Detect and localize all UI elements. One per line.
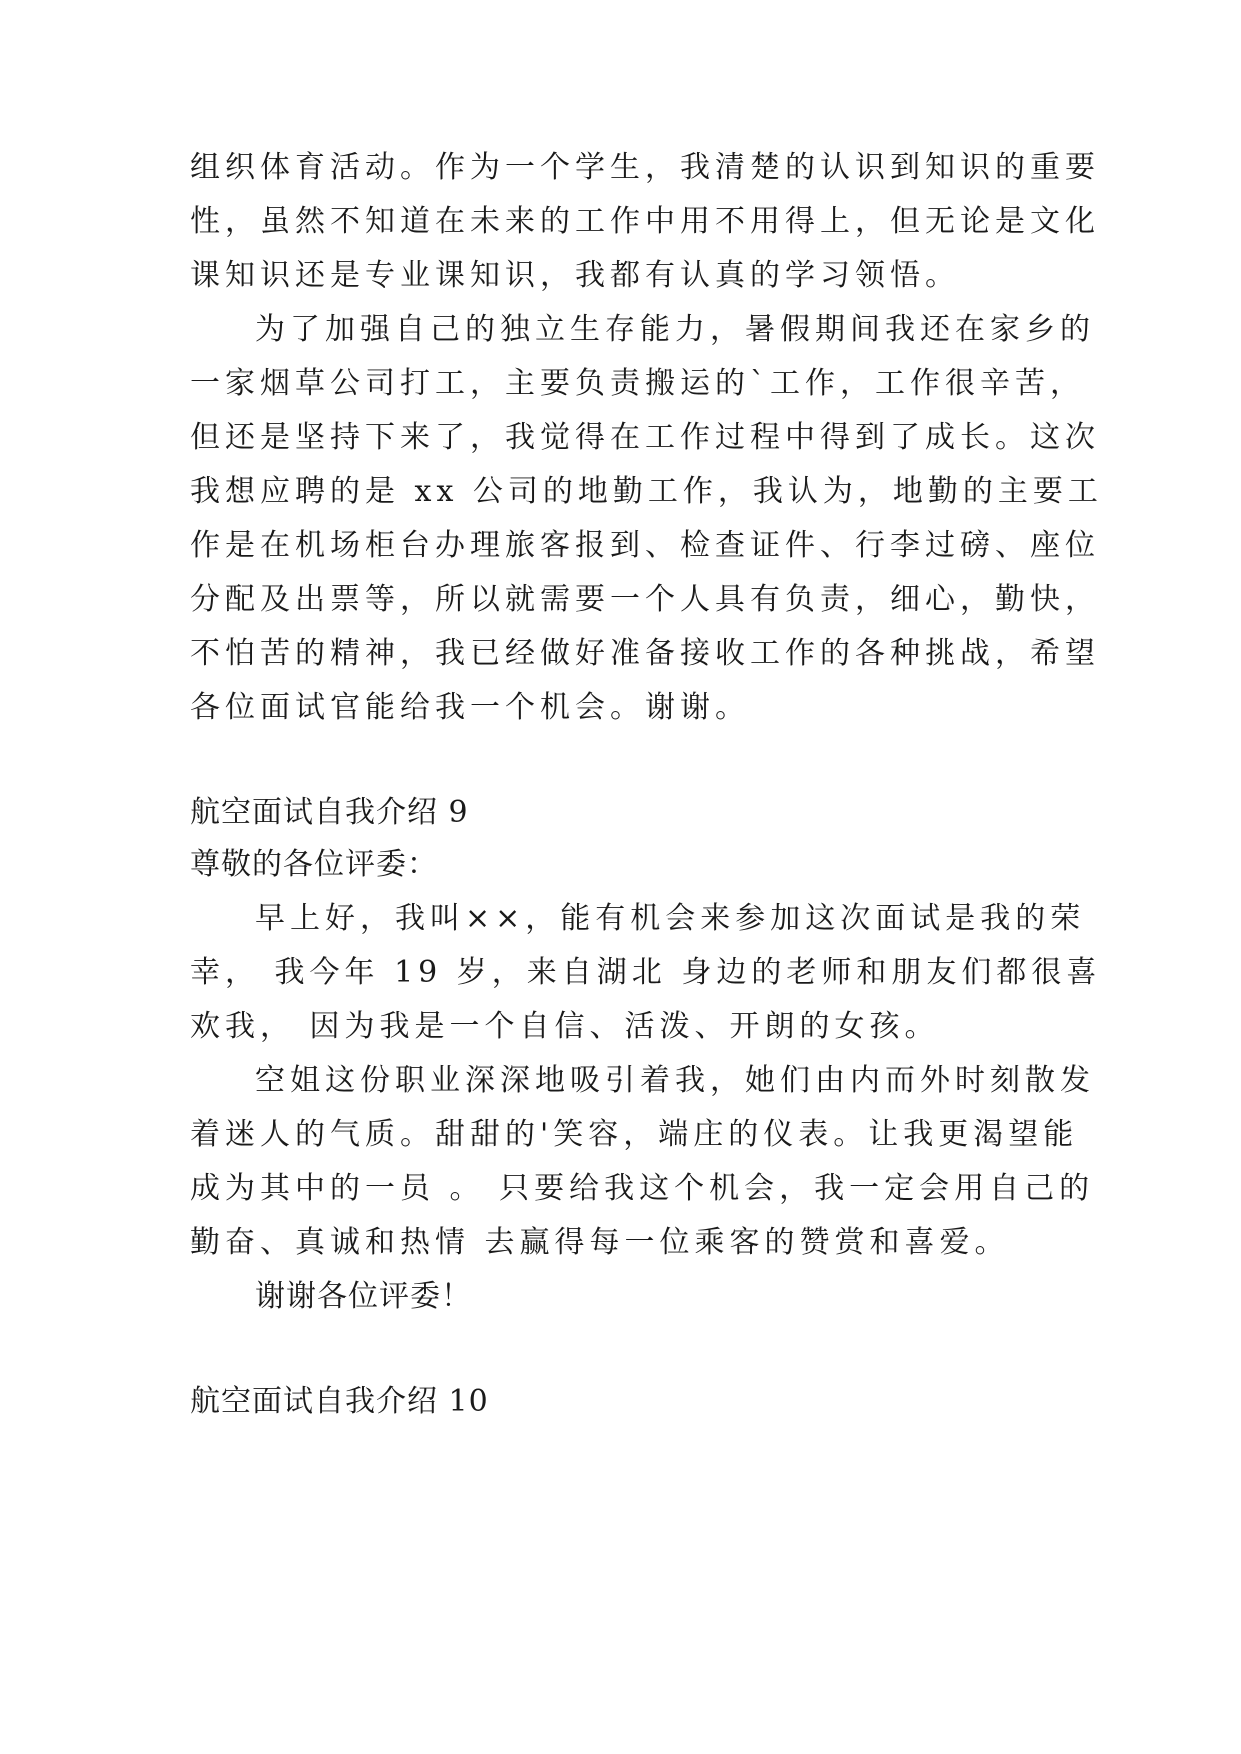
paragraph-line: 欢我， 因为我是一个自信、活泼、开朗的女孩。	[190, 1009, 940, 1044]
paragraph-line: 课知识还是专业课知识，我都有认真的学习领悟。	[190, 258, 960, 293]
paragraph-line: 成为其中的一员 。 只要给我这个机会，我一定会用自己的	[190, 1171, 1095, 1206]
paragraph-line: 组织体育活动。作为一个学生，我清楚的认识到知识的重要	[190, 150, 1100, 185]
paragraph-line: 空姐这份职业深深地吸引着我，她们由内而外时刻散发	[255, 1063, 1095, 1098]
paragraph-line: 幸， 我今年 19 岁，来自湖北 身边的老师和朋友们都很喜	[190, 955, 1102, 990]
paragraph-line: 性，虽然不知道在未来的工作中用不用得上，但无论是文化	[190, 204, 1100, 239]
paragraph-line: 但还是坚持下来了，我觉得在工作过程中得到了成长。这次	[190, 420, 1100, 455]
closing-line: 谢谢各位评委！	[255, 1279, 472, 1314]
paragraph-line: 分配及出票等，所以就需要一个人具有负责，细心，勤快，	[190, 582, 1100, 617]
paragraph-line: 我想应聘的是 xx 公司的地勤工作，我认为，地勤的主要工	[190, 474, 1103, 509]
salutation: 尊敬的各位评委：	[190, 847, 438, 882]
paragraph-line: 各位面试官能给我一个机会。谢谢。	[190, 690, 750, 725]
paragraph-line: 不怕苦的精神，我已经做好准备接收工作的各种挑战，希望	[190, 636, 1100, 671]
paragraph-line: 着迷人的气质。甜甜的'笑容，端庄的仪表。让我更渴望能	[190, 1117, 1079, 1152]
paragraph-line: 早上好，我叫××，能有机会来参加这次面试是我的荣	[255, 901, 1086, 936]
paragraph-line: 一家烟草公司打工，主要负责搬运的`工作，工作很辛苦，	[190, 366, 1085, 401]
section-heading: 航空面试自我介绍 10	[190, 1384, 489, 1419]
paragraph-line: 作是在机场柜台办理旅客报到、检查证件、行李过磅、座位	[190, 528, 1100, 563]
section-heading: 航空面试自我介绍 9	[190, 795, 469, 830]
paragraph-line: 为了加强自己的独立生存能力，暑假期间我还在家乡的	[255, 312, 1095, 347]
paragraph-line: 勤奋、真诚和热情 去赢得每一位乘客的赞赏和喜爱。	[190, 1225, 1010, 1260]
